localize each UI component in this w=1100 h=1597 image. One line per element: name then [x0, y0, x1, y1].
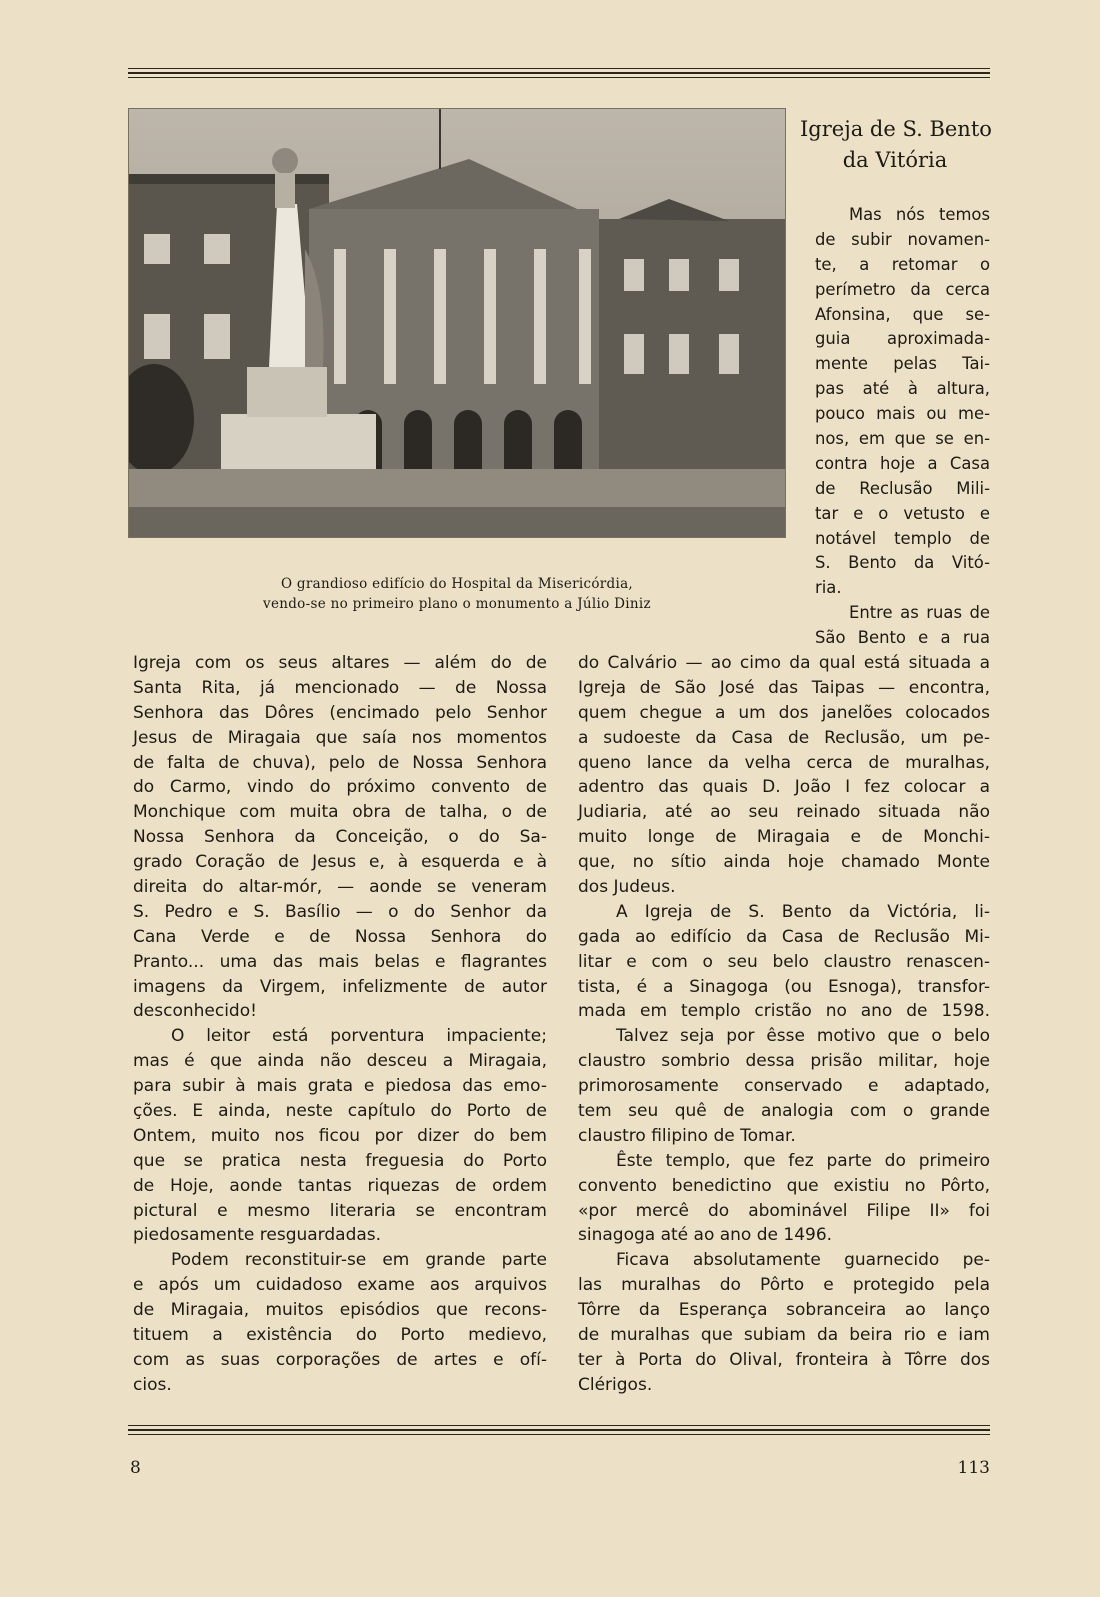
text-line: guia aproximada-	[815, 329, 990, 349]
text-line: mas é que ainda não desceu a Miragaia,	[133, 1051, 547, 1072]
text-line: te, a retomar o	[815, 254, 990, 274]
text-line: Monchique com muita obra de talha, o de	[133, 802, 547, 823]
text-line: Podem reconstituir-se em grande parte	[171, 1250, 547, 1271]
text-line: claustro sombrio dessa prisão militar, hoje	[578, 1051, 990, 1072]
text-line: cios.	[133, 1374, 172, 1395]
text-line: O leitor está porventura impaciente;	[171, 1026, 547, 1047]
text-line: São Bento e a rua	[815, 628, 990, 648]
text-line: A Igreja de S. Bento da Victória, li-	[616, 901, 990, 922]
text-line: de Reclusão Mili-	[815, 478, 990, 498]
right-column	[578, 651, 990, 1398]
text-line: do Calvário — ao cimo da qual está situada a	[578, 653, 990, 673]
text-line: tituem a existência do Porto medievo,	[133, 1325, 547, 1346]
text-line: de falta de chuva), pelo de Nossa Senhora	[133, 752, 547, 773]
hospital-photo	[128, 108, 786, 538]
text-line: tar e o vetusto e	[815, 503, 990, 523]
text-line: gada ao edifício da Casa de Reclusão Mi-	[578, 926, 990, 947]
text-line: pictural e mesmo literaria se encontram	[133, 1200, 547, 1221]
text-line: «por mercê do abominável Filipe II» foi	[578, 1200, 990, 1221]
text-line: Cana Verde e de Nossa Senhora do	[133, 926, 547, 947]
text-line: que se pratica nesta freguesia do Porto	[133, 1150, 547, 1171]
text-line: com as suas corporações de artes e ofí-	[133, 1349, 547, 1370]
text-line: Tôrre da Esperança sobranceira ao lanço	[578, 1300, 990, 1321]
text-line: Senhora das Dôres (encimado pelo Senhor	[133, 702, 547, 723]
text-line: tista, é a Sinagoga (ou Esnoga), transfor-	[578, 976, 990, 997]
text-line: desconhecido!	[133, 1001, 257, 1022]
left-column	[133, 651, 547, 1398]
text-line: perímetro da cerca	[815, 279, 990, 299]
top-rule	[128, 68, 990, 81]
text-line: Igreja de São José das Taipas — encontra,	[578, 677, 990, 698]
text-line: pouco mais ou me-	[815, 404, 990, 424]
text-line: grado Coração de Jesus e, à esquerda e à	[133, 852, 547, 873]
text-line: tem seu quê de analogia com o grande	[578, 1101, 990, 1122]
heading-line-1: Igreja de S. Bento	[800, 117, 992, 141]
text-line: mada em templo cristão no ano de 1598.	[578, 1001, 990, 1022]
text-line: nos, em que se en-	[815, 429, 990, 449]
text-line: Judiaria, até ao seu reinado situada não	[578, 802, 990, 823]
text-line: ter à Porta do Olival, fronteira à Tôrre dos	[578, 1349, 990, 1370]
caption-line-1: O grandioso edifício do Hospital da Misericórdia,	[280, 576, 634, 592]
text-line: de subir novamen-	[815, 229, 990, 249]
text-line: quem chegue a um dos janelões colocados	[578, 702, 990, 723]
section-heading	[800, 114, 990, 176]
text-line: de Miragaia, muitos episódios que recons-	[133, 1300, 547, 1321]
heading-line-2: da Vitória	[842, 148, 948, 172]
text-line: las muralhas do Pôrto e protegido pela	[578, 1275, 990, 1296]
text-line: ria.	[815, 578, 842, 598]
text-line: contra hoje a Casa	[815, 453, 990, 473]
text-line: Clérigos.	[578, 1374, 653, 1395]
text-line: Nossa Senhora da Conceição, o do Sa-	[133, 827, 547, 848]
text-line: Ficava absolutamente guarnecido pe-	[616, 1250, 990, 1271]
text-line: que, no sítio ainda hoje chamado Monte	[578, 852, 990, 873]
bottom-rule	[128, 1425, 990, 1438]
page-number-right: 113	[957, 1458, 990, 1478]
text-line: S. Pedro e S. Basílio — o do Senhor da	[133, 901, 547, 922]
text-line: Mas nós temos	[849, 205, 990, 224]
text-line: primorosamente conservado e adaptado,	[578, 1076, 990, 1097]
text-line: claustro filipino de Tomar.	[578, 1125, 796, 1146]
text-line: mente pelas Tai-	[815, 354, 990, 374]
text-line: pas até à altura,	[815, 379, 990, 399]
text-line: Afonsina, que se-	[815, 304, 990, 324]
text-line: Jesus de Miragaia que saía nos momentos	[133, 727, 547, 748]
text-line: piedosamente resguardadas.	[133, 1225, 382, 1246]
text-line: sinagoga até ao ano de 1496.	[578, 1225, 833, 1246]
text-line: ções. E ainda, neste capítulo do Porto de	[133, 1101, 547, 1122]
text-line: de muralhas que subiam da beira rio e iam	[578, 1325, 990, 1346]
text-line: Igreja com os seus altares — além do de	[133, 653, 547, 673]
page-number-left: 8	[130, 1458, 141, 1478]
text-line: Talvez seja por êsse motivo que o belo	[616, 1026, 990, 1047]
text-line: litar e com o seu belo claustro renascen-	[578, 951, 990, 972]
text-line: Êste templo, que fez parte do primeiro	[616, 1150, 990, 1171]
text-line: convento benedictino que existiu no Pôrto,	[578, 1175, 990, 1196]
text-line: S. Bento da Vitó-	[815, 553, 990, 573]
text-line: e após um cuidadoso exame aos arquivos	[133, 1275, 547, 1296]
text-line: muito longe de Miragaia e de Monchi-	[578, 827, 990, 848]
text-line: Entre as ruas de	[849, 603, 990, 623]
text-line: dos Judeus.	[578, 877, 676, 898]
text-line: de Hoje, aonde tantas riquezas de ordem	[133, 1175, 547, 1196]
text-line: do Carmo, vindo do próximo convento de	[133, 777, 547, 798]
text-line: adentro das quais D. João I fez colocar a	[578, 777, 990, 798]
text-line: a sudoeste da Casa de Reclusão, um pe-	[578, 727, 990, 748]
caption-line-2: vendo-se no primeiro plano o monumento a Júlio Diniz	[263, 596, 651, 612]
text-line: direita do altar-mór, — aonde se veneram	[133, 877, 547, 898]
sidebar-text	[815, 203, 990, 651]
text-line: queno lance da velha cerca de muralhas,	[578, 752, 990, 773]
text-line: Ontem, muito nos ficou por dizer do bem	[133, 1125, 547, 1146]
text-line: imagens da Virgem, infelizmente de autor	[133, 976, 547, 997]
text-line: Pranto... uma das mais belas e flagrantes	[133, 951, 547, 972]
photo-caption	[128, 574, 786, 614]
text-line: notável templo de	[815, 528, 990, 548]
text-line: Santa Rita, já mencionado — de Nossa	[133, 677, 547, 698]
text-line: para subir à mais grata e piedosa das emo-	[133, 1076, 547, 1097]
